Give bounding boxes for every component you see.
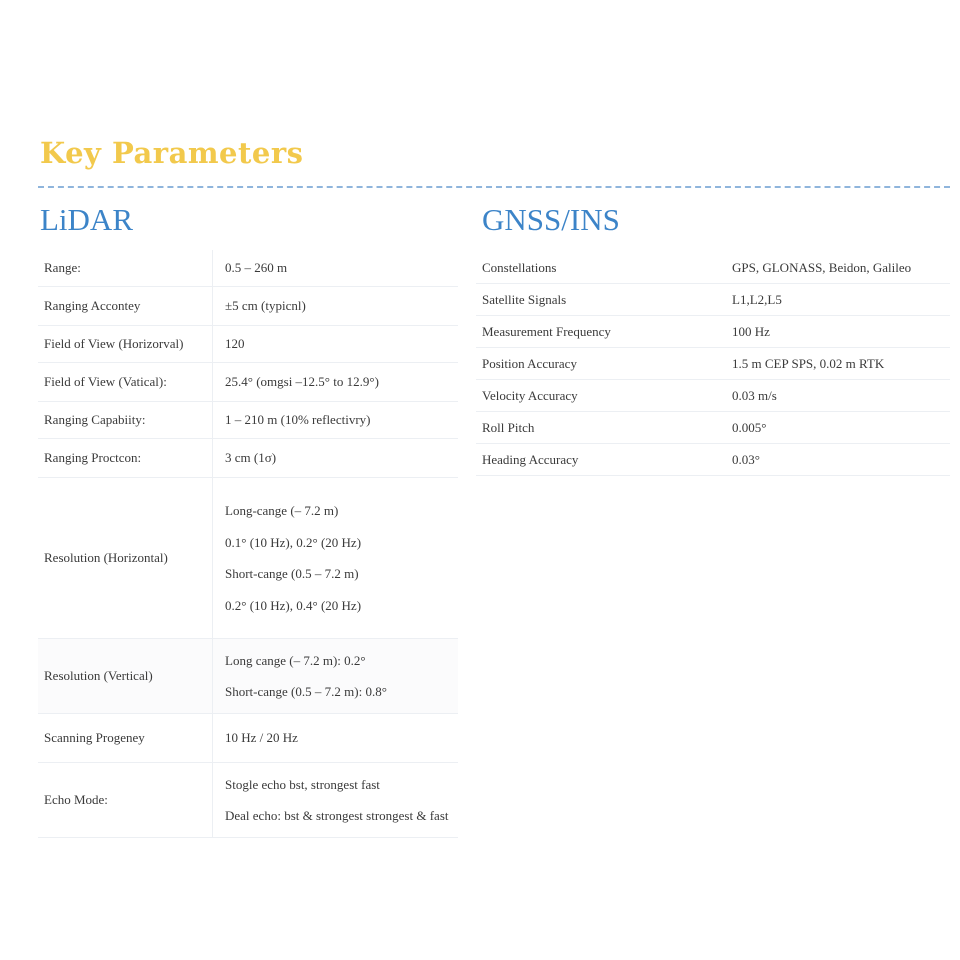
param-label: Echo Mode:: [38, 763, 213, 838]
param-label: Field of View (Vatical):: [38, 363, 213, 402]
param-label: Range:: [38, 250, 213, 287]
gnss-section-title: GNSS/INS: [482, 202, 620, 237]
param-value-line: Long-cange (– 7.2 m): [225, 503, 339, 518]
table-row: [38, 714, 458, 763]
param-value-line: 0.1° (10 Hz), 0.2° (20 Hz): [225, 534, 362, 550]
param-value: 25.4° (omgsi –12.5° to 12.9°): [213, 363, 459, 402]
param-value: 0.03°: [720, 444, 950, 476]
param-value: 0.5 – 260 m: [213, 250, 459, 287]
param-value-line: 0.2° (10 Hz), 0.4° (20 Hz): [225, 597, 362, 613]
param-value-line: Deal echo: bst & strongest strongest & fast: [225, 808, 449, 823]
param-value: GPS, GLONASS, Beidon, Galileo: [720, 252, 950, 284]
param-label: Velocity Accuracy: [476, 380, 720, 412]
param-value-line: Long cange (– 7.2 m): 0.2°: [225, 652, 366, 668]
param-value: [213, 763, 459, 838]
param-value: 0.03 m/s: [720, 380, 950, 412]
table-row: [38, 250, 458, 287]
table-row: [476, 252, 950, 284]
param-value: 120: [213, 326, 459, 363]
table-row: [476, 348, 950, 380]
param-value: 1 – 210 m (10% reflectivry): [213, 402, 459, 439]
table-row: [38, 763, 458, 838]
table-row: [38, 639, 458, 714]
lidar-parameters-table: [38, 250, 458, 838]
param-value: L1,L2,L5: [720, 284, 950, 316]
param-label: Ranging Capabiity:: [38, 402, 213, 439]
param-value: [213, 639, 459, 714]
param-label: Constellations: [476, 252, 720, 284]
table-row: [38, 326, 458, 363]
param-label: Resolution (Horizontal): [38, 478, 213, 639]
table-row: [476, 412, 950, 444]
param-label: Roll Pitch: [476, 412, 720, 444]
param-value: 100 Hz: [720, 316, 950, 348]
page-title: Key Parameters: [40, 136, 304, 170]
param-value-line: Stogle echo bst, strongest fast: [225, 776, 380, 792]
param-label: Satellite Signals: [476, 284, 720, 316]
table-row: [476, 444, 950, 476]
table-row: [476, 284, 950, 316]
param-label: Field of View (Horizorval): [38, 326, 213, 363]
param-value: 0.005°: [720, 412, 950, 444]
table-row: [38, 363, 458, 402]
param-value: 3 cm (1σ): [213, 439, 459, 478]
table-row: [476, 380, 950, 412]
table-row: [38, 478, 458, 639]
param-label: Measurement Frequency: [476, 316, 720, 348]
lidar-section-title: LiDAR: [40, 202, 133, 237]
param-value-line: Short-cange (0.5 – 7.2 m): [225, 566, 359, 581]
param-value: [213, 478, 459, 639]
table-row: [476, 316, 950, 348]
param-value: ±5 cm (typicnl): [213, 287, 459, 326]
param-value: 1.5 m CEP SPS, 0.02 m RTK: [720, 348, 950, 380]
param-label: Resolution (Vertical): [38, 639, 213, 714]
table-row: [38, 287, 458, 326]
gnss-parameters-table: [476, 252, 950, 476]
dashed-divider: [38, 186, 950, 188]
param-value-line: Short-cange (0.5 – 7.2 m): 0.8°: [225, 684, 387, 699]
param-label: Ranging Proctcon:: [38, 439, 213, 478]
table-row: [38, 439, 458, 478]
table-row: [38, 402, 458, 439]
param-label: Scanning Progeney: [38, 714, 213, 763]
param-label: Heading Accuracy: [476, 444, 720, 476]
param-label: Ranging Accontey: [38, 287, 213, 326]
param-label: Position Accuracy: [476, 348, 720, 380]
param-value: 10 Hz / 20 Hz: [213, 714, 459, 763]
